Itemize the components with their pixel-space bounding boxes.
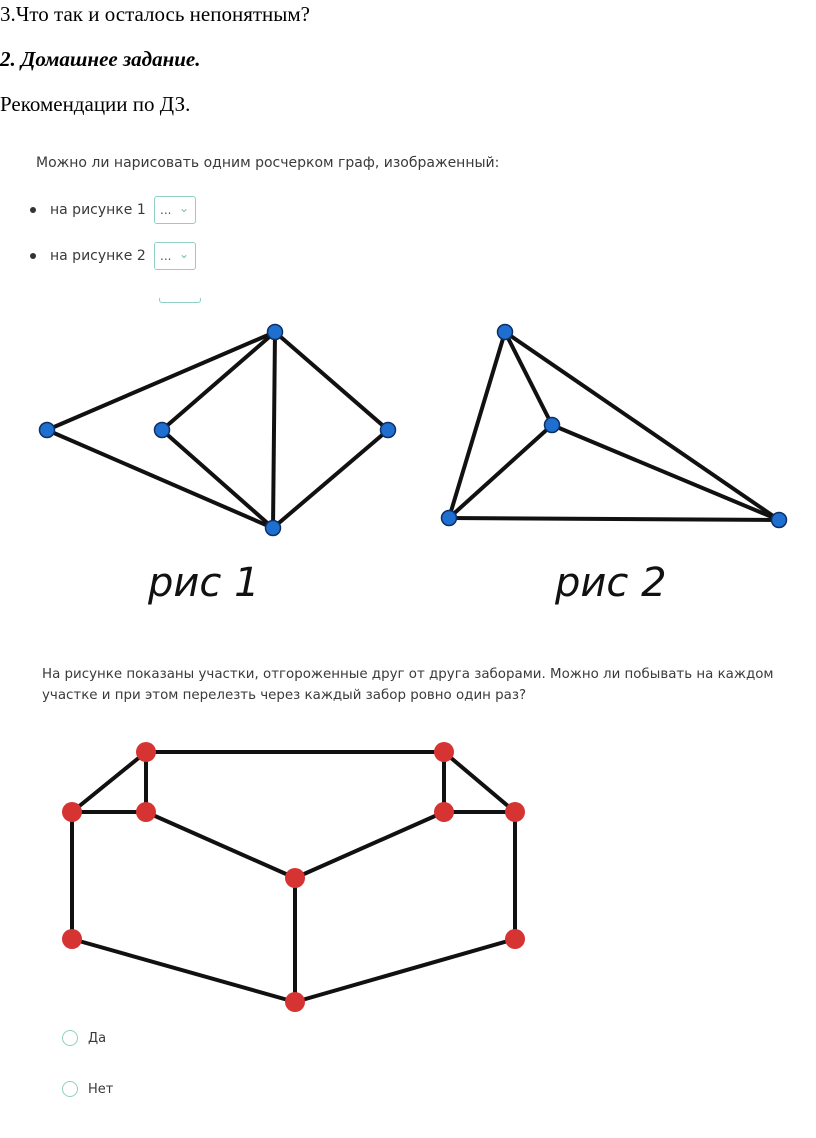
graph-vertex — [772, 513, 787, 528]
option-no[interactable] — [62, 1081, 113, 1097]
homework-heading: 2. Домашнее задание. — [0, 47, 201, 71]
graph-edge — [273, 430, 388, 528]
chevron-down-icon: ⌄ — [178, 247, 189, 261]
graph-edge — [162, 332, 275, 430]
fence-graph-vertex — [136, 802, 156, 822]
answer-dropdown-2[interactable] — [154, 242, 196, 270]
radio-button[interactable] — [62, 1030, 78, 1046]
graph-vertex — [498, 325, 513, 340]
graph-edge — [47, 430, 273, 528]
item-label: на рисунке 1 — [50, 202, 146, 218]
graph-vertex — [266, 521, 281, 536]
graph-edge — [72, 752, 146, 812]
graph-edge — [47, 332, 275, 430]
bullet-icon — [30, 207, 36, 213]
graph-edge — [552, 425, 779, 520]
fences-graph-figure — [0, 712, 816, 1022]
homework-recommendations: Рекомендации по ДЗ. — [0, 92, 191, 116]
dropdown-value: ... — [160, 203, 172, 217]
graph-edge — [449, 518, 779, 520]
graph-vertex — [268, 325, 283, 340]
graph-edge — [295, 939, 515, 1002]
figure-1-caption: рис 1 — [148, 560, 260, 606]
graph-vertex — [442, 511, 457, 526]
bullet-icon — [30, 253, 36, 259]
figure-2-caption: рис 2 — [555, 560, 667, 606]
fence-graph-vertex — [434, 742, 454, 762]
graph-figure-2 — [442, 325, 787, 607]
option-label: Нет — [88, 1081, 114, 1097]
option-label: Да — [88, 1030, 107, 1046]
item-label: на рисунке 2 — [50, 248, 146, 264]
graph-vertex — [381, 423, 396, 438]
question-1-item-2 — [30, 241, 196, 271]
question-1-item-1 — [30, 195, 196, 225]
fence-graph-vertex — [505, 802, 525, 822]
radio-button[interactable] — [62, 1081, 78, 1097]
answer-dropdown-1[interactable] — [154, 196, 196, 224]
question-1-prompt: Можно ли нарисовать одним росчерком граф, изображенный: — [36, 155, 500, 171]
graph-figure-1 — [40, 325, 396, 607]
fence-graph-vertex — [285, 868, 305, 888]
question-2-prompt: На рисунке показаны участки, отгороженные друг от друга заборами. Можно ли побывать на каждом участке и при этом перелезть через каждый забор ровно один раз? — [42, 667, 774, 703]
fence-graph-vertex — [505, 929, 525, 949]
chevron-down-icon: ⌄ — [178, 201, 189, 215]
fence-graph-vertex — [285, 992, 305, 1012]
dropdown-value: ... — [160, 249, 172, 263]
graph-figures — [0, 310, 816, 620]
graph-edge — [273, 332, 275, 528]
fence-graph-vertex — [62, 929, 82, 949]
graph-edge — [444, 752, 515, 812]
option-yes[interactable] — [62, 1030, 106, 1046]
graph-vertex — [40, 423, 55, 438]
question-3-line: 3.Что так и осталось непонятным? — [0, 2, 311, 26]
graph-vertex — [155, 423, 170, 438]
graph-vertex — [545, 418, 560, 433]
graph-edge — [72, 939, 295, 1002]
fence-graph-vertex — [136, 742, 156, 762]
graph-edge — [162, 430, 273, 528]
graph-edge — [146, 812, 295, 878]
fence-graph-vertex — [62, 802, 82, 822]
graph-edge — [295, 812, 444, 878]
graph-edge — [275, 332, 388, 430]
dropdown-fragment — [159, 298, 201, 303]
fence-graph-vertex — [434, 802, 454, 822]
